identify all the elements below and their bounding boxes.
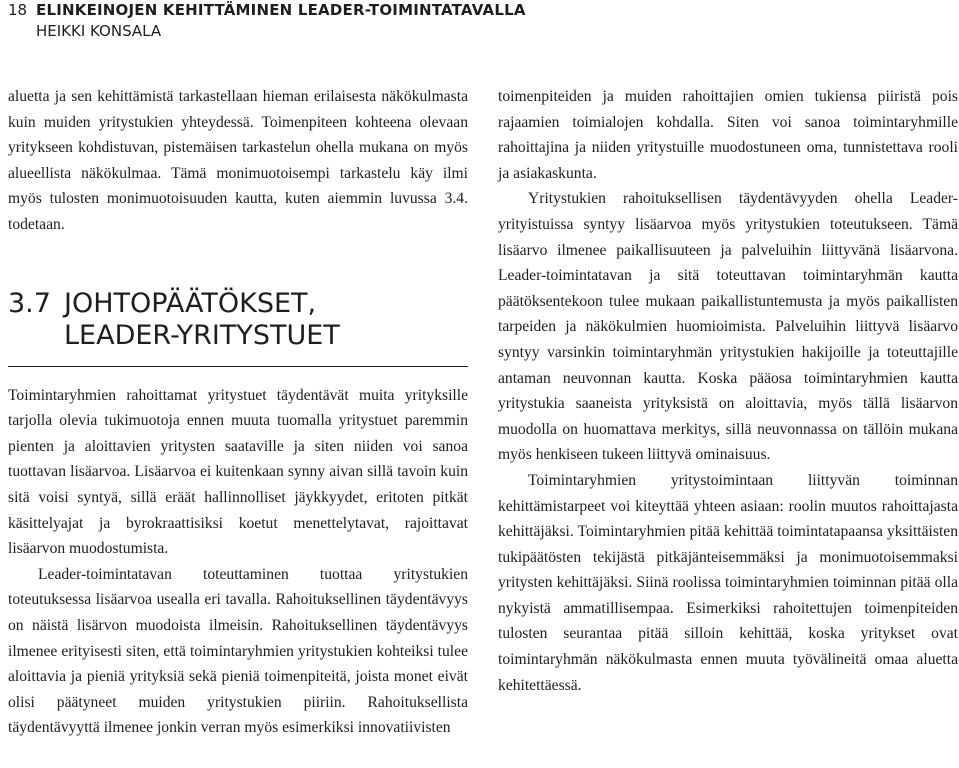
section-number: 3.7 — [8, 287, 51, 319]
paragraph: toimenpiteiden ja muiden rahoittajien omien tukiensa piiristä pois rajaamien toimialojen kohdalla. Siten voi sanoa toimintaryhmille rahoittajina ja niiden yritystuille muodostuneen oma, tunnistettava rooli ja asiakaskunta. — [498, 88, 958, 182]
right-column — [498, 84, 958, 698]
section-title-line2: LEADER-YRITYSTUET — [64, 319, 340, 351]
page-number: 18 — [8, 1, 28, 19]
intro-paragraph: aluetta ja sen kehittämistä tarkastellaan hieman erilaisesta näkökulmasta kuin muiden yritystukien yhteydessä. Toimenpiteen kohteena olevaan yritykseen kohdistuvan, pistemäisen tarkastelun ohella mukana on myös alueellista näkökulmaa. Tämä monimuotoisempi tarkastelu käy ilmi myös tulosten monimuotoisuuden kautta, kuten aiemmin luvussa 3.4. todetaan. — [8, 88, 468, 233]
left-column — [8, 84, 468, 741]
paragraph: Yritystukien rahoituksellisen täydentävyyden ohella Leader-yrityistuissa syntyy lisäarvoa myös yritystukien toteutukseen. Tämä lisäarvo ilmenee paikallisuuteen ja palveluihin liittyvänä lisäarvona. Leader-toimintatavan ja sitä toteuttavan toimintaryhmän kautta päätöksentekoon tulee mukaan paikallistuntemusta ja myös paikallisten tarpeiden ja näkökulmien huomioimista. Palveluihin liittyvä lisäarvo syntyy varsinkin toimintaryhmän yritystukien hakijoille ja toteuttajille antaman neuvonnan kautta. Koska pääosa toimintaryhmien kautta yritystukia saaneista yrityksistä on aloittavia, myös tällä lisäarvon muodolla on huomattava merkitys, sillä neuvonnassa on tällöin mukana myös henkiseen tukeen liittyvä ominaisuus. — [498, 190, 958, 464]
page-header — [8, 0, 948, 50]
section-heading — [8, 288, 468, 366]
paragraph: Leader-toimintatavan toteuttaminen tuottaa yritystukien toteutuksessa lisäarvoa usealla eri tavalla. Rahoituksellinen täydentävyys on näistä lisärvon muodoista ilmeisin. Rahoituksellinen täydentävyys ilmenee erityisesti siten, että toimintaryhmien yritystukien kohteiksi tulee aloittavia ja pieniä yrityksiä sekä pieniä toimenpiteitä, joista monet eivät olisi päätyneet muiden yritystukien piiriin. Rahoituksellista täydentävyyttä ilmenee jonkin verran myös esimerkiksi innovatiivisten — [8, 565, 468, 737]
paragraph: Toimintaryhmien yritystoimintaan liittyvän toiminnan kehittämistarpeet voi kiteyttää yhteen asiaan: roolin muutos rahoittajasta kehittäjäksi. Toimintaryhmien pitää kehittää toimintatapaansa yksittäisten tukipäätösten tekijästä pitkäjänteisemmäksi ja monimuotoisemmaksi yritysten kehittäjäksi. Siinä roolissa toimintaryhmien toiminnan pitää olla nykyistä ammatillisempaa. Esimerkiksi rahoitettujen toimenpiteiden tulosten seurantaa pitää silloin kehittää, koska yritykset ovat toimintaryhmän näkökulmasta ennen muuta työvälineitä omaa aluetta kehitettäessä. — [498, 471, 958, 694]
section-title-line1: JOHTOPÄÄTÖKSET, — [64, 287, 317, 319]
running-title: ELINKEINOJEN KEHITTÄMINEN LEADER-TOIMINTATAVALLA — [36, 1, 526, 19]
running-author: HEIKKI KONSALA — [36, 22, 162, 40]
heading-rule — [8, 366, 468, 367]
paragraph: Toimintaryhmien rahoittamat yritystuet täydentävät muita yrityksille tarjolla olevia tukimuotoja ennen muuta tuomalla yritystuet paremmin pienten ja aloittavien yritysten saataville ja siten niiden voi sanoa tuottavan lisäarvoa. Lisäarvoa ei kuitenkaan synny aivan sillä tavoin kuin sitä voisi syntyä, sillä eräät hallinnolliset jäykkyydet, eritoten pitkät käsittelyajat ja byrokraattisiksi koetut menettelytavat, rajoittavat lisäarvon muodostumista. — [8, 386, 468, 558]
